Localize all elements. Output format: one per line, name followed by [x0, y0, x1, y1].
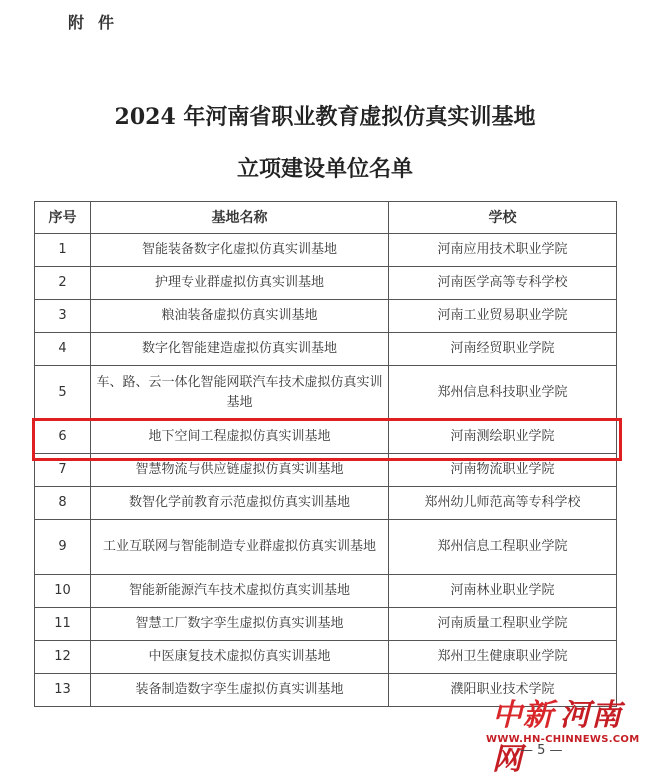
row-no: 9	[35, 520, 91, 575]
watermark-logo-part-a: 中新	[492, 698, 554, 733]
row-school: 河南工业贸易职业学院	[389, 300, 617, 333]
table-row	[35, 641, 617, 674]
table-row	[35, 575, 617, 608]
table-row	[35, 520, 617, 575]
row-base-name: 智慧工厂数字孪生虚拟仿真实训基地	[91, 608, 389, 641]
row-school: 河南质量工程职业学院	[389, 608, 617, 641]
row-no: 4	[35, 333, 91, 366]
page-number: — 5 —	[520, 743, 563, 758]
table-header-row	[35, 202, 617, 234]
row-school: 河南物流职业学院	[389, 454, 617, 487]
watermark-logo-part-b: 河南网	[492, 698, 622, 777]
row-school: 郑州信息科技职业学院	[389, 366, 617, 421]
row-no: 2	[35, 267, 91, 300]
table-row	[35, 300, 617, 333]
row-school: 河南经贸职业学院	[389, 333, 617, 366]
table-row	[35, 608, 617, 641]
row-no: 11	[35, 608, 91, 641]
row-no: 10	[35, 575, 91, 608]
row-school: 河南医学高等专科学校	[389, 267, 617, 300]
row-base-name: 数智化学前教育示范虚拟仿真实训基地	[91, 487, 389, 520]
row-base-name: 智慧物流与供应链虚拟仿真实训基地	[91, 454, 389, 487]
row-school: 河南应用技术职业学院	[389, 234, 617, 267]
table-row	[35, 333, 617, 366]
row-base-name: 车、路、云一体化智能网联汽车技术虚拟仿真实训基地	[91, 366, 389, 421]
row-highlight-box	[32, 418, 622, 461]
table-row	[35, 366, 617, 421]
row-no: 12	[35, 641, 91, 674]
row-school: 郑州卫生健康职业学院	[389, 641, 617, 674]
table-row	[35, 487, 617, 520]
row-school: 郑州信息工程职业学院	[389, 520, 617, 575]
row-school: 河南测绘职业学院	[389, 421, 617, 454]
row-no: 3	[35, 300, 91, 333]
row-base-name: 装备制造数字孪生虚拟仿真实训基地	[91, 674, 389, 707]
row-base-name: 数字化智能建造虚拟仿真实训基地	[91, 333, 389, 366]
header-serial-no: 序号	[35, 202, 91, 234]
row-no: 5	[35, 366, 91, 421]
row-school: 濮阳职业技术学院	[389, 674, 617, 707]
document-title-line1: 2024 年河南省职业教育虚拟仿真实训基地	[114, 104, 536, 130]
document-title-line2: 立项建设单位名单	[236, 156, 413, 182]
row-base-name: 地下空间工程虚拟仿真实训基地	[91, 421, 389, 454]
row-base-name: 粮油装备虚拟仿真实训基地	[91, 300, 389, 333]
table-row	[35, 234, 617, 267]
watermark-url: WWW.HN-CHINNEWS.COM	[486, 734, 640, 745]
header-school: 学校	[389, 202, 617, 234]
row-school: 河南林业职业学院	[389, 575, 617, 608]
row-no: 7	[35, 454, 91, 487]
row-school: 郑州幼儿师范高等专科学校	[389, 487, 617, 520]
row-base-name: 工业互联网与智能制造专业群虚拟仿真实训基地	[91, 520, 389, 575]
row-no: 8	[35, 487, 91, 520]
row-no: 13	[35, 674, 91, 707]
row-base-name: 护理专业群虚拟仿真实训基地	[91, 267, 389, 300]
row-base-name: 智能装备数字化虚拟仿真实训基地	[91, 234, 389, 267]
row-base-name: 智能新能源汽车技术虚拟仿真实训基地	[91, 575, 389, 608]
table-row	[35, 267, 617, 300]
row-base-name: 中医康复技术虚拟仿真实训基地	[91, 641, 389, 674]
row-no: 1	[35, 234, 91, 267]
row-no: 6	[35, 421, 91, 454]
header-base-name: 基地名称	[91, 202, 389, 234]
attachment-label: 附件	[68, 13, 129, 32]
